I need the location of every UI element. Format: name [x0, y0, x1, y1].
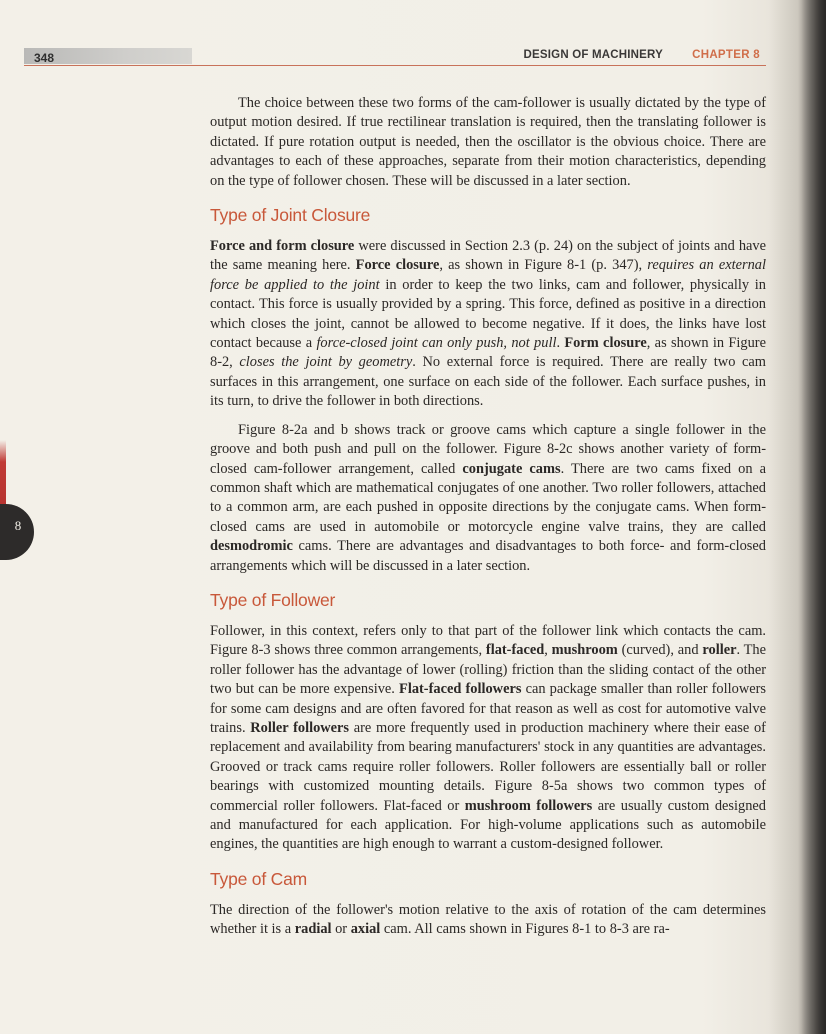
term-flat-faced: flat-faced	[485, 642, 545, 659]
text-span: Follower, in this context, refers only to that part of the follower link which contacts the cam. Figure 8-3 shows three common arrangements,	[210, 622, 766, 659]
term-conjugate-cams: conjugate cams	[462, 460, 561, 477]
text-span: .	[556, 335, 565, 352]
term-force-closure: Force closure	[355, 257, 440, 274]
term-roller: roller	[702, 642, 737, 659]
text-span: (curved), and	[617, 642, 703, 659]
text-span: were discussed in Section 2.3 (p. 24) on the subject of joints and have the same meaning here.	[210, 238, 766, 274]
section-heading-cam: Type of Cam	[210, 868, 308, 889]
term-roller-followers: Roller followers	[250, 719, 350, 736]
text-span: . No external force is required. There are really two cam surfaces in this arrangement, one surface on each side of the follower. Each surface pushes, in its turn, to drive the follower in both directions.	[210, 354, 766, 410]
text-span: are more frequently used in production machinery where their ease of replacement and availability from bearing manufacturers' stock in any quantities are advantages. Grooved or track cams require roller followers. Roller followers are essentially ball or roller bearings with customized mounting details. Figure 8-5a shows two common types of commercial roller followers. Flat-faced or	[210, 719, 766, 814]
emphasis-geometry: closes the joint by geometry	[239, 354, 413, 371]
page-number-bar	[24, 48, 192, 64]
term-mushroom: mushroom	[551, 642, 618, 659]
text-span: can package smaller than roller followers for some cam designs and are often favored for that reason as well as cost for automotive valve trains.	[210, 681, 766, 736]
text-span: are usually custom designed and manufactured for each application. For high-volume applications such as automobile engines, the quantities are high enough to warrant a custom-designed follower.	[210, 797, 766, 853]
text-span: Figure 8-2a and b shows track or groove cams which capture a single follower in the groove and both push and pull on the follower. Figure 8-2c shows another variety of form-closed cam-follower arrangement, called	[210, 421, 766, 477]
joint-closure-paragraph-1	[210, 237, 766, 412]
emphasis-push-not-pull: force-closed joint can only push, not pull	[316, 335, 557, 352]
text-span: or	[331, 921, 351, 938]
text-span: The direction of the follower's motion relative to the axis of rotation of the cam determines whether it is a	[210, 901, 766, 938]
term-form-closure: Form closure	[564, 335, 647, 352]
term-force-form-closure: Force and form closure	[210, 238, 355, 255]
section-heading-joint-closure: Type of Joint Closure	[210, 205, 371, 226]
follower-paragraph	[210, 622, 766, 855]
text-span: in order to keep the two links, cam and follower, physically in contact. This force is usually provided by a spring. This force, defined as positive in a direction which closes the joint, cannot be allowed to become negative. If it does, the links have lost contact because a	[210, 276, 766, 352]
text-span: . There are two cams fixed on a common shaft which are mathematical conjugates of one another. Two roller followers, attached to a common arm, are each pushed in opposite directions by the conjugate cams. When form-closed cams are used in automobile or motorcycle engine valve trains, they are called	[210, 460, 766, 535]
text-span: cam. All cams shown in Figures 8-1 to 8-3 are ra-	[380, 921, 670, 938]
intro-paragraph: The choice between these two forms of the cam-follower is usually dictated by the type of output motion desired. If true rectilinear translation is required, then the translating follower is dictated. If pure rotation output is needed, then the oscillator is the obvious choice. There are advantages to each of these approaches, separate from their motion characteristics, depending on the type of follower chosen. These will be discussed in a later section.	[210, 95, 766, 189]
text-span: ,	[544, 642, 552, 659]
text-span: . The roller follower has the advantage of lower (rolling) friction than the sliding contact of the other two but can be more expensive.	[210, 642, 767, 698]
chapter-label: CHAPTER 8	[692, 49, 760, 61]
cam-paragraph	[210, 901, 766, 940]
spine-shadow	[798, 0, 826, 1034]
page-number: 348	[34, 51, 55, 65]
running-title: DESIGN OF MACHINERY	[523, 49, 663, 61]
joint-closure-paragraph-2	[210, 421, 766, 576]
chapter-tab-number: 8	[14, 518, 22, 533]
term-mushroom-followers: mushroom followers	[464, 797, 593, 814]
text-span: , as shown in Figure 8-1 (p. 347),	[439, 257, 648, 274]
term-flat-faced-followers: Flat-faced followers	[399, 681, 522, 698]
term-radial: radial	[294, 921, 332, 938]
body-text	[210, 94, 766, 940]
page-header	[24, 46, 766, 66]
text-span: cams. There are advantages and disadvantages to both force- and form-closed arrangements which will be discussed in a later section.	[210, 538, 766, 574]
term-desmodromic: desmodromic	[210, 538, 293, 555]
section-heading-follower: Type of Follower	[210, 589, 336, 610]
emphasis-external-force: requires an external force be applied to the joint	[210, 257, 766, 293]
text-span: , as shown in Figure 8-2,	[210, 335, 766, 371]
header-rule	[24, 65, 766, 66]
term-axial: axial	[350, 921, 381, 938]
